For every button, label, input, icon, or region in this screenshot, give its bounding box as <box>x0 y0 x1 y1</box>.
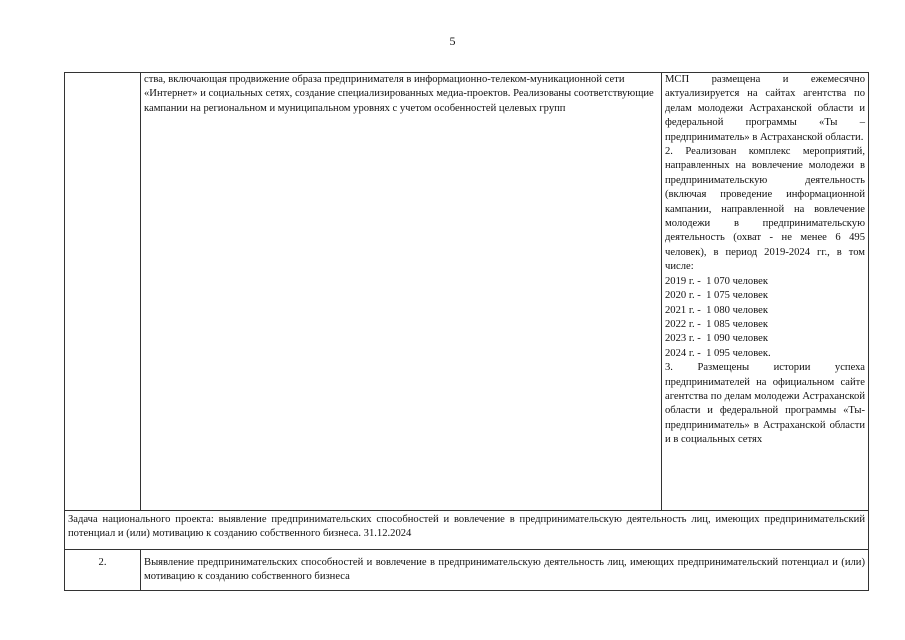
result-intro: МСП размещена и ежемесячно актуализируется на сайтах агентства по делам молодежи Астраханской области и федеральной программы «Ты – предприниматель» в Астраханской области. <box>665 74 865 143</box>
year-line-2021: 2021 г. - 1 080 человек <box>665 304 768 316</box>
task-text: Задача национального проекта: выявление предпринимательских способностей и вовлечение в предпринимательскую деятельность лиц, имеющих предпринимательский потенциал и (или) мотивацию к созданию собственного бизнеса. 31.12.2024 <box>65 511 869 550</box>
measure-text-cell <box>141 73 662 511</box>
table-row <box>65 550 869 591</box>
page-number: 5 <box>449 34 456 48</box>
row-number-cell <box>65 73 141 511</box>
result-point-3: 3. Размещены истории успеха предпринимателей на официальном сайте агентства по делам молодежи Астраханской области и федеральной программы «Ты-предприниматель» в Астраханской области и в социальных сетях <box>665 362 865 446</box>
item-text: Выявление предпринимательских способностей и вовлечение в предпринимательскую деятельность лиц, имеющих предпринимательский потенциал и (или) мотивацию к созданию собственного бизнеса <box>141 550 869 591</box>
document-table <box>64 72 869 591</box>
year-line-2019: 2019 г. - 1 070 человек <box>665 275 768 287</box>
year-line-2022: 2022 г. - 1 085 человек <box>665 318 768 330</box>
year-line-2024: 2024 г. - 1 095 человек. <box>665 347 771 359</box>
year-line-2020: 2020 г. - 1 075 человек <box>665 290 768 302</box>
measure-text: ства, включающая продвижение образа предпринимателя в информационно-телеком-муникационной сети «Интернет» и социальных сетях, создание специализированных медиа-проектов. Реализованы соответствующие кампании на региональном и муниципальном уровнях с учетом особенностей целевых групп <box>144 74 654 114</box>
year-line-2023: 2023 г. - 1 090 человек <box>665 333 768 345</box>
row-number-cell: 2. <box>65 550 141 591</box>
result-cell <box>662 73 869 511</box>
task-row <box>65 511 869 550</box>
result-point-2: 2. Реализован комплекс мероприятий, направленных на вовлечение молодежи в предпринимательскую деятельность (включая проведение информационной кампании, направленной на вовлечение молодежи в предпринимательскую деятельность (охват - не менее 6 495 человек), в период 2019-2024 гг., в том числе: <box>665 146 865 273</box>
table-row <box>65 73 869 511</box>
